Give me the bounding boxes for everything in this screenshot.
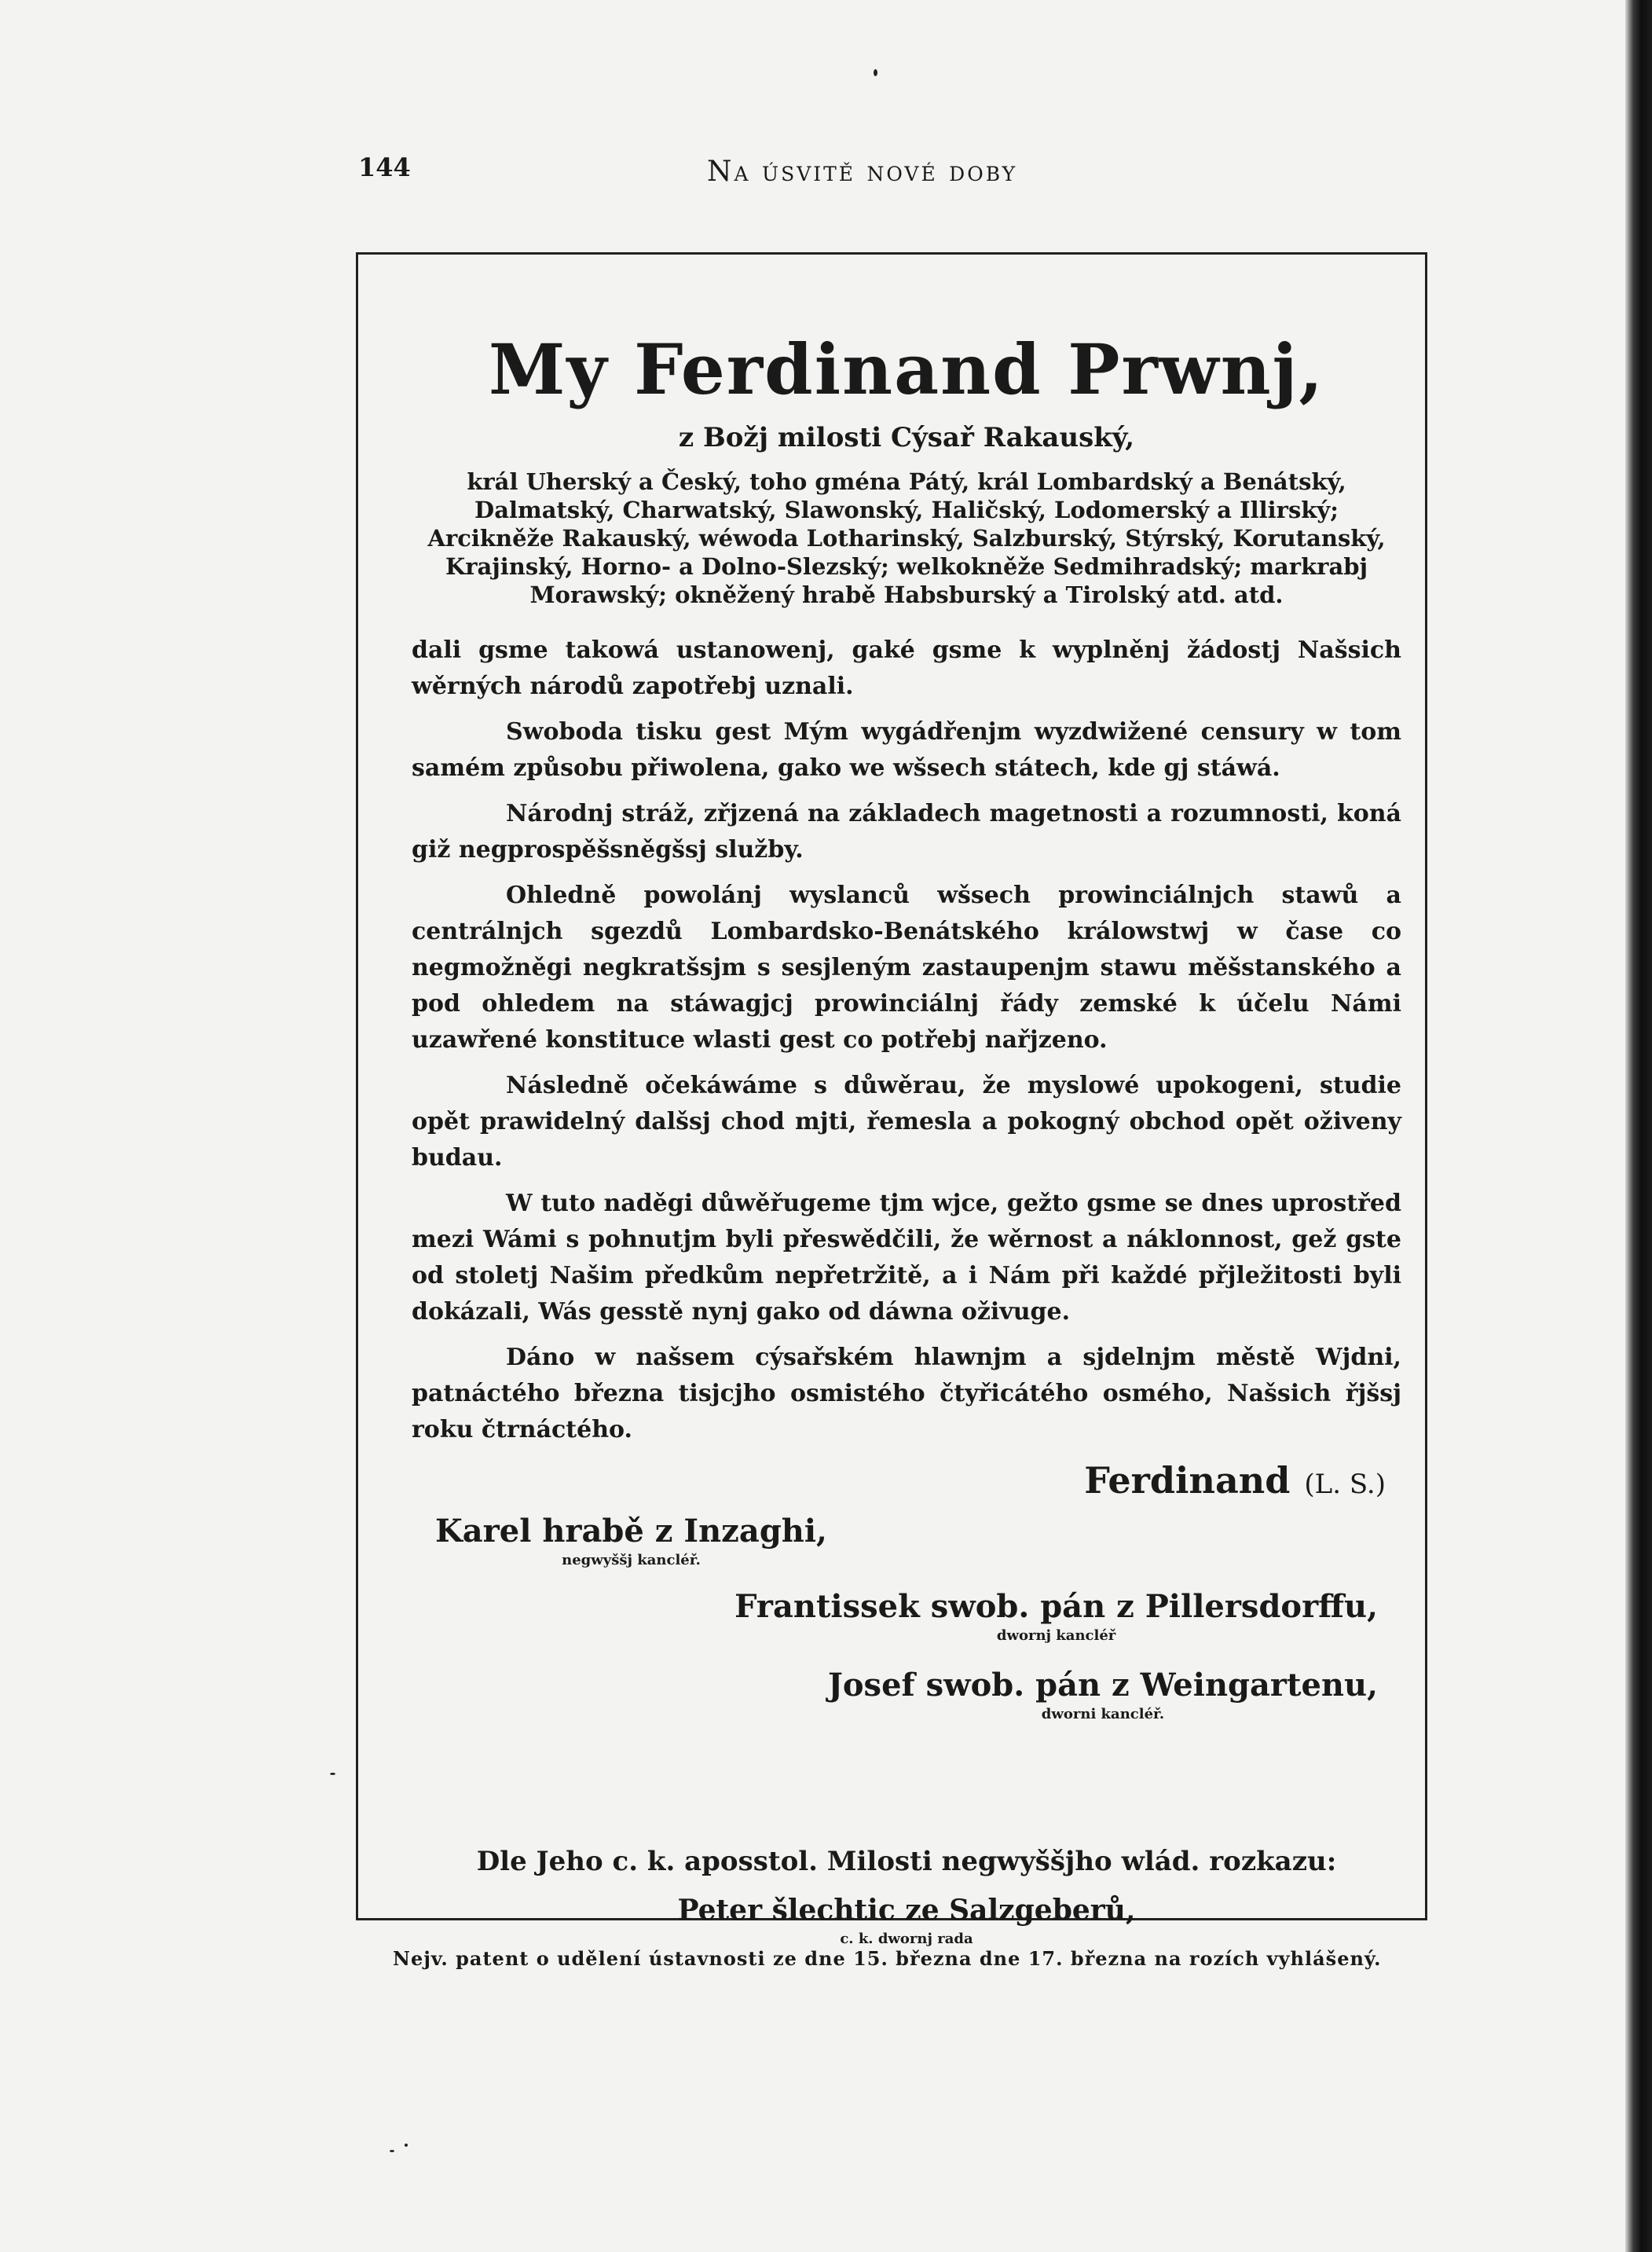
- secretary-name: Peter šlechtic ze Salzgeberů,: [677, 1894, 1136, 1927]
- figure-caption: Nejv. patent o udělení ústavnosti ze dne 15. března dne 17. března na rozích vyhlášený.: [393, 1947, 1382, 1970]
- page-number: 144: [358, 152, 411, 182]
- scan-speck: [874, 69, 877, 76]
- scan-speck: [405, 2144, 408, 2147]
- sovereign-titles: král Uherský a Český, toho gména Pátý, král Lombardský a Benátský, Dalmatský, Charwatský, Slawonský, Haličský, Lodomerský a Illirský; Arcikněže Rakauský, wéwoda Lotharinský, Salzburský, Stýrský, Korutanský, Krajinský, Horno- a Dolno-Slezský; welkokněže Sedmihradský; markrabj Morawský; okněžený hrabě Habsburský a Tirolský atd. atd.: [427, 468, 1386, 608]
- running-title: [707, 156, 1178, 188]
- running-title-text: Na úsvitě nové doby: [707, 156, 1018, 188]
- countersigner-1: [435, 1513, 827, 1571]
- countersignatures: [412, 1513, 1401, 1843]
- paragraph-dated: Dáno w našsem cýsařském hlawnjm a sjdelnjm městě Wjdni, patnáctého března tisjcjho osmistého čtyřicátého osmého, Našsich řjšsj roku čtrnáctého.: [412, 1344, 1401, 1443]
- proclamation-title: My Ferdinand Prwnj,: [488, 328, 1325, 410]
- countersigner-name: Josef swob. pán z Weingartenu,: [827, 1667, 1378, 1704]
- countersigner-role: dworni kancléř.: [1041, 1706, 1165, 1722]
- paragraph-expectation: Následně očekáwáme s důwěrau, že myslowé upokogeni, studie opět prawidelný dalšsj chod mjti, řemesla a pokogný obchod opět oživeny budau.: [412, 1072, 1401, 1172]
- proclamation-body: [412, 326, 1401, 1949]
- countersigner-2: [734, 1588, 1378, 1646]
- closing-formula: Dle Jeho c. k. aposstol. Milosti negwyššjho wlád. rozkazu:: [476, 1846, 1337, 1877]
- countersigner-name: Karel hrabě z Inzaghi,: [435, 1513, 827, 1550]
- scan-page-edge: [1625, 0, 1652, 2252]
- sovereign-signature: [1084, 1459, 1386, 1502]
- paragraph-intro: dali gsme takowá ustanowenj, gaké gsme k wyplněnj žádostj Našsich wěrných národů zapotřebj uznali.: [412, 636, 1401, 700]
- scan-speck: [390, 2150, 394, 2152]
- countersigner-3: [828, 1667, 1378, 1725]
- paragraph-estates: Ohledně powolánj wyslanců wšsech prowinciálnjch stawů a centrálnjch sgezdů Lombardsko-Benátského králowstwj w čase co negmožněgi negkratšsjm s sesjleným zastaupenjm stawu měšstanského a pod ohledem na stáwagjcj prowinciálnj řády zemské k účelu Námi uzawřené konstituce wlasti gest co potřebj nařjzeno.: [412, 882, 1401, 1054]
- countersigner-role: dwornj kancléř: [996, 1627, 1116, 1644]
- secretary-role: c. k. dwornj rada: [840, 1931, 973, 1947]
- paragraph-national-guard: Národnj stráž, zřjzená na základech magetnosti a rozumnosti, koná giž negprospěšsněgšsj služby.: [412, 800, 1401, 864]
- proclamation-subtitle: z Božj milosti Cýsař Rakauský,: [678, 422, 1135, 453]
- seal-mark: (L. S.): [1304, 1469, 1386, 1500]
- sovereign-signature-name: Ferdinand: [1084, 1459, 1291, 1502]
- sovereign-signature-row: [412, 1459, 1401, 1513]
- countersigner-name: Frantissek swob. pán z Pillersdorffu,: [734, 1588, 1378, 1625]
- paragraph-trust: W tuto naděgi důwěřugeme tjm wjce, gežto gsme se dnes uprostřed mezi Wámi s pohnutjm byli přeswědčili, že wěrnost a náklonnost, gež gste od stoletj Našim předkům nepřetržitě, a i Nám při každé přjležitosti byli dokázali, Wás gesstě nynj gako od dáwna oživuge.: [412, 1190, 1401, 1326]
- secretary-signature: [412, 1891, 1401, 1949]
- countersigner-role: negwyššj kancléř.: [562, 1552, 701, 1568]
- paragraph-press-freedom: Swoboda tisku gest Mým wygádřenjm wyzdwižené censury w tom samém způsobu přiwolena, gako we wšsech státech, kde gj stáwá.: [412, 718, 1401, 782]
- scan-speck: [330, 1773, 335, 1775]
